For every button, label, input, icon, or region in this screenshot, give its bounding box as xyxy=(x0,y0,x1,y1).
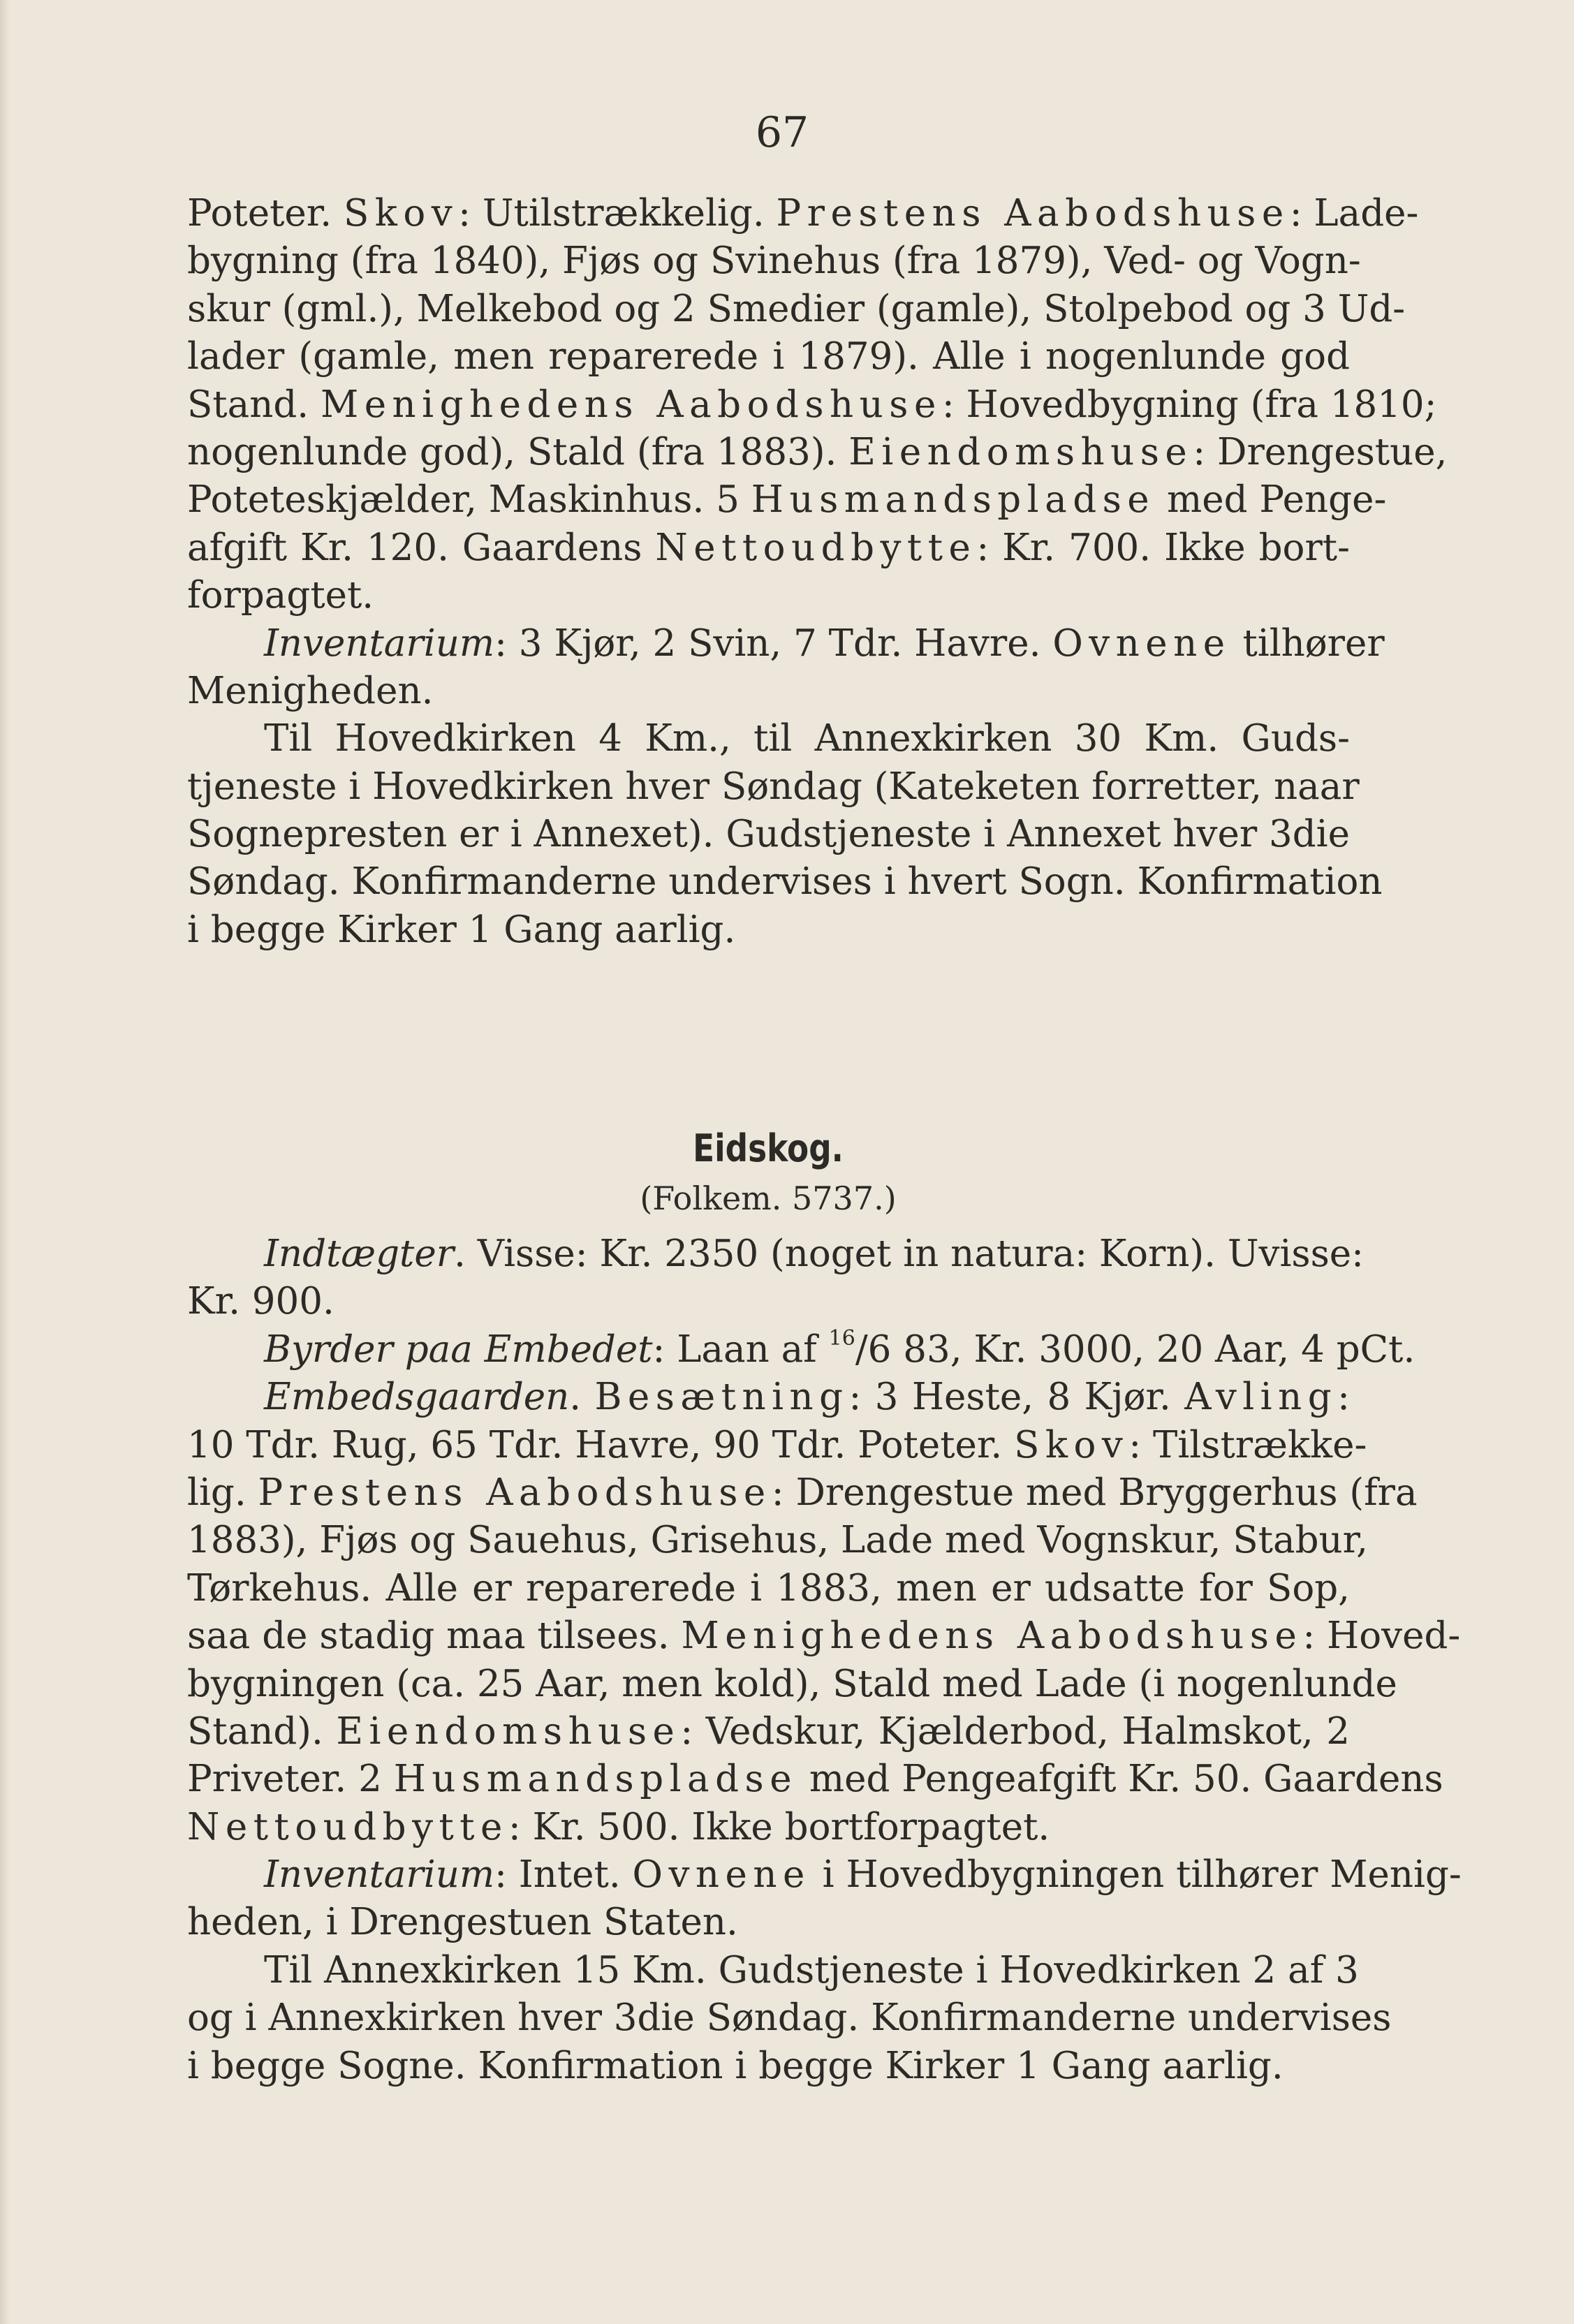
text-line: lig. Prestens Aabodshuse: Drengestue med Bryggerhus (fra xyxy=(187,1471,1418,1514)
text-line: Byrder paa Embedet: Laan af $^{16}$/6 83, Kr. 3000, 20 Aar, 4 pCt. xyxy=(264,1325,1415,1371)
text-line: Inventarium: Intet. Ovnene i Hovedbygningen tilhører Menig- xyxy=(264,1853,1462,1897)
text-line: lader (gamle, men reparerede i 1879). Alle i nogenlunde god xyxy=(187,335,1350,378)
text-line: afgift Kr. 120. Gaardens Nettoudbytte: Kr. 700. Ikke bort- xyxy=(187,526,1351,569)
text-line: forpagtet. xyxy=(187,574,374,617)
text-line: Indtægter. Visse: Kr. 2350 (noget in natura: Korn). Uvisse: xyxy=(264,1233,1365,1275)
text-line: saa de stadig maa tilsees. Menighedens Aabodshuse: Hoved- xyxy=(187,1615,1461,1658)
text-line: Tørkehus. Alle er reparerede i 1883, men er udsatte for Sop, xyxy=(187,1566,1350,1610)
page-number: 67 xyxy=(755,108,809,157)
text-line: Til Hovedkirken 4 Km., til Annexkirken 30 Km. Guds- xyxy=(264,717,1350,760)
section-subtitle: (Folkem. 5737.) xyxy=(640,1179,897,1217)
text-line: Søndag. Konfirmanderne undervises i hvert Sogn. Konfirmation xyxy=(187,860,1383,904)
text-line: Sognepresten er i Annexet). Gudstjeneste i Annexet hver 3die xyxy=(187,813,1350,856)
section-title: Eidskog. xyxy=(693,1126,844,1170)
text-line: Embedsgaarden. Besætning: 3 Heste, 8 Kjør. Avling: xyxy=(264,1376,1350,1419)
text-line: bygningen (ca. 25 Aar, men kold), Stald med Lade (i nogenlunde xyxy=(187,1662,1397,1705)
text-line: Nettoudbytte: Kr. 500. Ikke bortforpagtet. xyxy=(187,1805,1050,1848)
text-line: Poteteskjælder, Maskinhus. 5 Husmandspladse med Penge- xyxy=(187,478,1387,522)
text-block-prior-parish xyxy=(187,190,1448,954)
text-line: heden, i Drengestuen Staten. xyxy=(187,1901,738,1944)
text-line: Poteter. Skov: Utilstrækkelig. Prestens Aabodshuse: Lade- xyxy=(187,192,1419,235)
text-line: Stand. Menighedens Aabodshuse: Hovedbygning (fra 1810; xyxy=(187,383,1437,426)
text-line: i begge Sogne. Konfirmation i begge Kirker 1 Gang aarlig. xyxy=(187,2044,1284,2087)
text-line: 10 Tdr. Rug, 65 Tdr. Havre, 90 Tdr. Poteter. Skov: Tilstrække- xyxy=(187,1423,1367,1466)
text-line: 1883), Fjøs og Sauehus, Grisehus, Lade med Vognskur, Stabur, xyxy=(187,1519,1369,1562)
text-line: Priveter. 2 Husmandspladse med Pengeafgift Kr. 50. Gaardens xyxy=(187,1758,1443,1801)
text-line: tjeneste i Hovedkirken hver Søndag (Kateketen forretter, naar xyxy=(187,765,1360,808)
text-line: i begge Kirker 1 Gang aarlig. xyxy=(187,908,736,951)
text-line: skur (gml.), Melkebod og 2 Smedier (gamle), Stolpebod og 3 Ud- xyxy=(187,287,1406,330)
text-line: Til Annexkirken 15 Km. Gudstjeneste i Hovedkirken 2 af 3 xyxy=(264,1948,1359,1992)
text-block-eidskog xyxy=(187,1230,1462,2090)
text-line: bygning (fra 1840), Fjøs og Svinehus (fra 1879), Ved- og Vogn- xyxy=(187,240,1361,283)
text-line: Menigheden. xyxy=(187,669,434,712)
text-line: Stand). Eiendomshuse: Vedskur, Kjælderbod, Halmskot, 2 xyxy=(187,1709,1351,1753)
text-line: Inventarium: 3 Kjør, 2 Svin, 7 Tdr. Havre. Ovnene tilhører xyxy=(264,622,1385,665)
text-line: nogenlunde god), Stald (fra 1883). Eiendomshuse: Drengestue, xyxy=(187,430,1448,473)
text-line: Kr. 900. xyxy=(187,1280,334,1323)
page-edge xyxy=(0,0,10,2324)
text-line: og i Annexkirken hver 3die Søndag. Konfirmanderne undervises xyxy=(187,1996,1392,2040)
